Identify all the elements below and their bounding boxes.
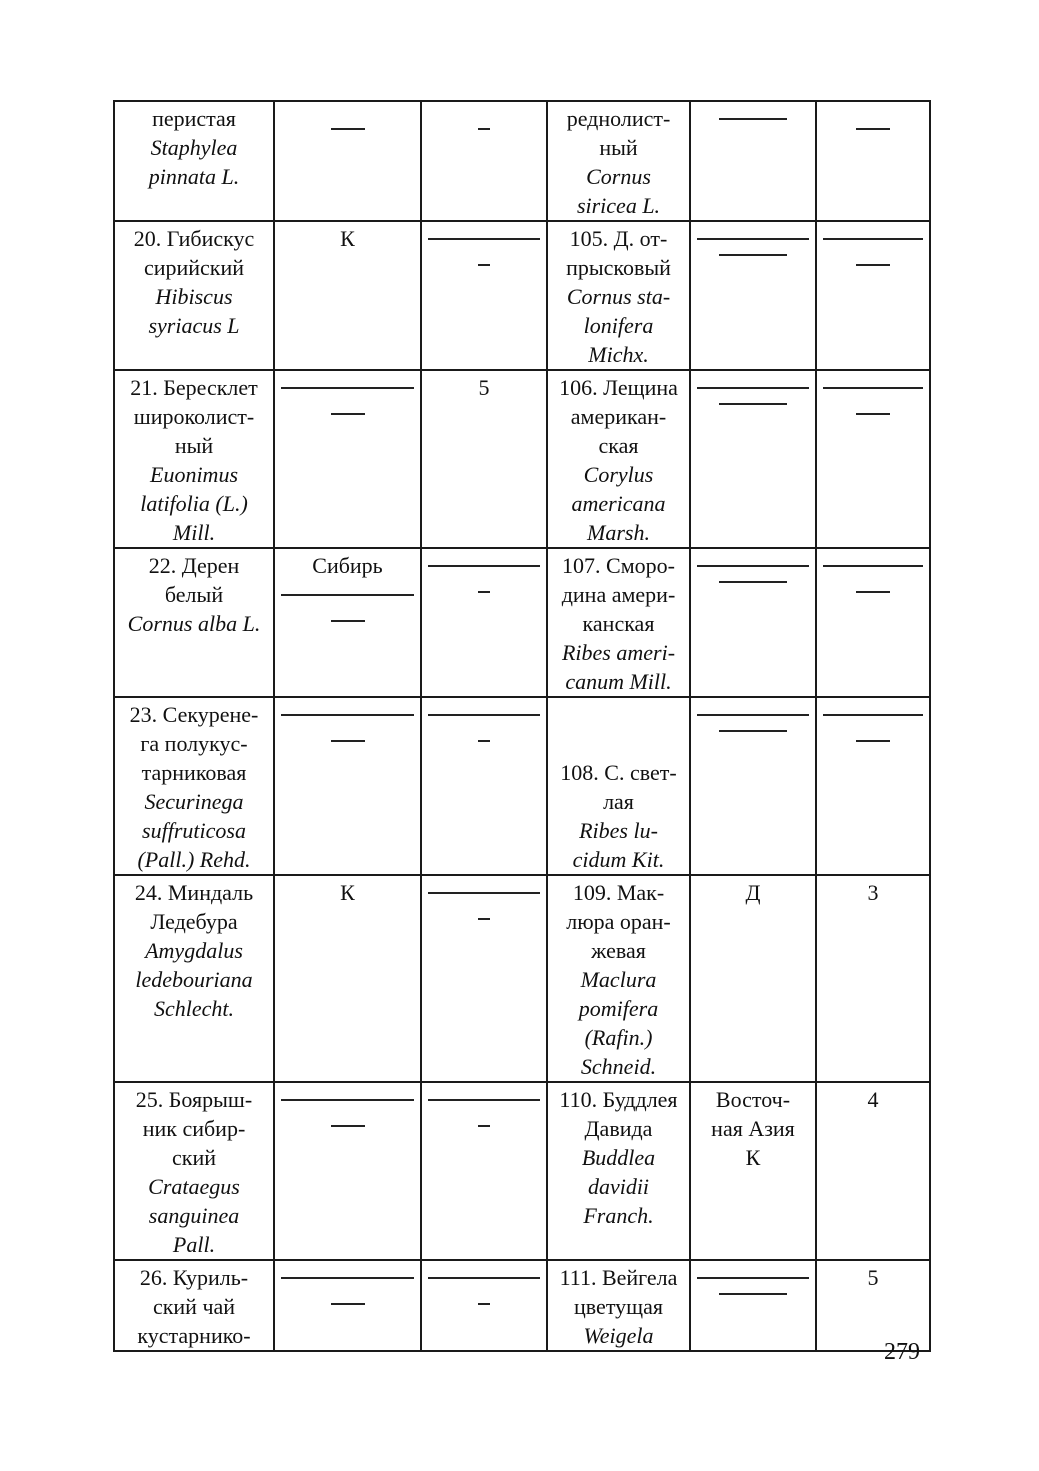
value-cell-c3 bbox=[421, 1082, 547, 1260]
dash-mark bbox=[331, 1303, 365, 1305]
species-name-cell bbox=[547, 548, 690, 697]
text-line: дина амери- bbox=[561, 582, 676, 607]
value-cell-c5 bbox=[690, 221, 816, 370]
species-table bbox=[113, 100, 931, 1352]
cell-value: Восточ- bbox=[715, 1087, 791, 1112]
species-name-cell bbox=[114, 697, 274, 875]
text-line: 111. Вейгела bbox=[559, 1265, 678, 1290]
dash-mark bbox=[428, 1277, 540, 1279]
table-row bbox=[114, 1082, 930, 1260]
latin-name-line: Ribes ameri- bbox=[561, 640, 676, 665]
latin-name-line: Staphylea bbox=[150, 135, 238, 160]
text-line: 25. Боярыш- bbox=[135, 1087, 253, 1112]
text-line: Давида bbox=[584, 1116, 653, 1141]
dash-mark bbox=[697, 714, 809, 716]
dash-mark bbox=[428, 238, 540, 240]
dash-mark bbox=[719, 730, 787, 732]
value-cell-c3 bbox=[421, 548, 547, 697]
latin-name-line: ledebouriana bbox=[135, 967, 253, 992]
dash-mark bbox=[478, 918, 490, 920]
species-name-cell bbox=[547, 697, 690, 875]
species-name-cell bbox=[547, 1260, 690, 1351]
value-cell-c6 bbox=[816, 101, 930, 221]
species-name-cell bbox=[114, 101, 274, 221]
value-cell-c5 bbox=[690, 1260, 816, 1351]
value-cell-c3 bbox=[421, 875, 547, 1082]
dash-mark bbox=[719, 118, 787, 120]
table-row bbox=[114, 697, 930, 875]
latin-name-line: Schneid. bbox=[580, 1054, 657, 1079]
latin-name-line: Corylus bbox=[583, 462, 654, 487]
cell-value: Сибирь bbox=[312, 553, 383, 578]
cell-value: К bbox=[340, 880, 355, 905]
value-cell-c3 bbox=[421, 1260, 547, 1351]
latin-name-line: Cornus bbox=[586, 164, 651, 189]
text-line: 21. Бересклет bbox=[130, 375, 258, 400]
latin-name-line: Pall. bbox=[172, 1232, 216, 1257]
value-cell-c2 bbox=[274, 1082, 421, 1260]
dash-mark bbox=[281, 1099, 414, 1101]
species-name-cell bbox=[114, 1082, 274, 1260]
latin-name-line: Hibiscus bbox=[155, 284, 233, 309]
latin-name-line: pinnata L. bbox=[148, 164, 240, 189]
latin-name-line: Cornus sta- bbox=[566, 284, 671, 309]
text-line: 109. Мак- bbox=[572, 880, 665, 905]
text-line: 23. Секурене- bbox=[129, 702, 259, 727]
text-line: жевая bbox=[591, 938, 646, 963]
text-line: ный bbox=[599, 135, 638, 160]
value-cell-c6 bbox=[816, 548, 930, 697]
value-cell-c2 bbox=[274, 875, 421, 1082]
text-line: 26. Куриль- bbox=[139, 1265, 249, 1290]
value-cell-c6 bbox=[816, 1260, 930, 1351]
cell-value: ная Азия bbox=[711, 1116, 795, 1141]
dash-mark bbox=[281, 1277, 414, 1279]
dash-mark bbox=[331, 740, 365, 742]
text-line: лая bbox=[603, 789, 634, 814]
dash-mark bbox=[856, 413, 890, 415]
text-line: сирийский bbox=[143, 255, 245, 280]
text-line: га полукус- bbox=[140, 731, 248, 756]
text-line: ник сибир- bbox=[142, 1116, 246, 1141]
latin-name-line: Mill. bbox=[172, 520, 216, 545]
dash-mark bbox=[697, 1277, 809, 1279]
species-name-cell bbox=[547, 370, 690, 548]
dash-mark bbox=[478, 1125, 490, 1127]
dash-mark bbox=[478, 591, 490, 593]
dash-mark bbox=[697, 565, 809, 567]
dash-mark bbox=[281, 594, 414, 596]
species-name-cell bbox=[114, 875, 274, 1082]
dash-mark bbox=[331, 1125, 365, 1127]
cell-value: 4 bbox=[867, 1087, 879, 1112]
latin-name-line: canum Mill. bbox=[565, 669, 672, 694]
text-line: Ледебура bbox=[150, 909, 238, 934]
text-line: прысковый bbox=[566, 255, 671, 280]
species-name-cell bbox=[547, 1082, 690, 1260]
text-line: 108. С. свет- bbox=[560, 760, 677, 785]
text-line: цветущая bbox=[574, 1294, 663, 1319]
latin-name-line: Franch. bbox=[583, 1203, 654, 1228]
text-line: ская bbox=[598, 433, 639, 458]
value-cell-c5 bbox=[690, 548, 816, 697]
cell-value: 5 bbox=[478, 375, 490, 400]
dash-mark bbox=[856, 591, 890, 593]
dash-mark bbox=[719, 254, 787, 256]
value-cell-c2 bbox=[274, 1260, 421, 1351]
dash-mark bbox=[281, 714, 414, 716]
value-cell-c5 bbox=[690, 370, 816, 548]
value-cell-c6 bbox=[816, 370, 930, 548]
dash-mark bbox=[428, 714, 540, 716]
text-line: реднолист- bbox=[566, 106, 671, 131]
table-row bbox=[114, 370, 930, 548]
text-line: 107. Сморо- bbox=[562, 553, 675, 578]
latin-name-line: Schlecht. bbox=[153, 996, 235, 1021]
dash-mark bbox=[478, 264, 490, 266]
value-cell-c3 bbox=[421, 697, 547, 875]
page-number: 279 bbox=[884, 1339, 920, 1365]
text-line: белый bbox=[164, 582, 224, 607]
dash-mark bbox=[478, 740, 490, 742]
text-line: американ- bbox=[570, 404, 667, 429]
dash-mark bbox=[823, 238, 923, 240]
dash-mark bbox=[856, 128, 890, 130]
latin-name-line: latifolia (L.) bbox=[140, 491, 248, 516]
value-cell-c2 bbox=[274, 697, 421, 875]
dash-mark bbox=[331, 128, 365, 130]
cell-value: 3 bbox=[867, 880, 879, 905]
latin-name-line: Euonimus bbox=[150, 462, 238, 487]
table-row bbox=[114, 101, 930, 221]
latin-name-line: pomifera bbox=[578, 996, 659, 1021]
dash-mark bbox=[856, 264, 890, 266]
cell-value: 5 bbox=[867, 1265, 879, 1290]
species-name-cell bbox=[114, 370, 274, 548]
text-line: 106. Лещина bbox=[559, 375, 678, 400]
dash-mark bbox=[478, 1303, 490, 1305]
latin-name-line: syriacus L bbox=[148, 313, 240, 338]
dash-mark bbox=[428, 565, 540, 567]
latin-name-line: Weigela bbox=[583, 1323, 654, 1348]
dash-mark bbox=[719, 403, 787, 405]
value-cell-c6 bbox=[816, 1082, 930, 1260]
dash-mark bbox=[281, 387, 414, 389]
text-line: кустарнико- bbox=[137, 1323, 251, 1348]
dash-mark bbox=[823, 387, 923, 389]
latin-name-line: davidii bbox=[587, 1174, 650, 1199]
table-row bbox=[114, 875, 930, 1082]
value-cell-c5 bbox=[690, 101, 816, 221]
latin-name-line: lonifera bbox=[583, 313, 654, 338]
latin-name-line: Crataegus bbox=[148, 1174, 240, 1199]
value-cell-c2 bbox=[274, 221, 421, 370]
text-line: люра оран- bbox=[566, 909, 671, 934]
latin-name-line: sanguinea bbox=[148, 1203, 240, 1228]
species-name-cell bbox=[547, 101, 690, 221]
latin-name-line: Ribes lu- bbox=[579, 818, 658, 843]
value-cell-c2 bbox=[274, 548, 421, 697]
value-cell-c5 bbox=[690, 697, 816, 875]
species-name-cell bbox=[547, 221, 690, 370]
text-line: ский чай bbox=[152, 1294, 236, 1319]
dash-mark bbox=[856, 740, 890, 742]
dash-mark bbox=[428, 892, 540, 894]
cell-value: Д bbox=[745, 880, 761, 905]
species-name-cell bbox=[547, 875, 690, 1082]
species-name-cell bbox=[114, 1260, 274, 1351]
latin-name-line: (Pall.) Rehd. bbox=[137, 847, 251, 872]
table-row bbox=[114, 1260, 930, 1351]
text-line: канская bbox=[582, 611, 655, 636]
text-line: тарниковая bbox=[141, 760, 247, 785]
latin-name-line: Maclura bbox=[580, 967, 657, 992]
value-cell-c6 bbox=[816, 875, 930, 1082]
dash-mark bbox=[719, 1293, 787, 1295]
dash-mark bbox=[823, 565, 923, 567]
dash-mark bbox=[331, 413, 365, 415]
value-cell-c5 bbox=[690, 1082, 816, 1260]
value-cell-c5 bbox=[690, 875, 816, 1082]
table-row bbox=[114, 221, 930, 370]
latin-name-line: Buddlea bbox=[581, 1145, 656, 1170]
latin-name-line: Cornus alba L. bbox=[127, 611, 261, 636]
latin-name-line: (Rafin.) bbox=[584, 1025, 653, 1050]
latin-name-line: cidum Kit. bbox=[572, 847, 665, 872]
text-line: ный bbox=[174, 433, 214, 458]
text-line: 24. Миндаль bbox=[134, 880, 254, 905]
latin-name-line: suffruticosa bbox=[142, 818, 246, 843]
dash-mark bbox=[428, 1099, 540, 1101]
latin-name-line: americana bbox=[571, 491, 666, 516]
text-line: 22. Дерен bbox=[148, 553, 240, 578]
text-line: перистая bbox=[152, 106, 236, 131]
value-cell-c3 bbox=[421, 370, 547, 548]
value-cell-c3 bbox=[421, 221, 547, 370]
dash-mark bbox=[331, 620, 365, 622]
text-line: ский bbox=[172, 1145, 216, 1170]
latin-name-line: Marsh. bbox=[587, 520, 650, 545]
latin-name-line: Amygdalus bbox=[145, 938, 243, 963]
dash-mark bbox=[697, 238, 809, 240]
value-cell-c6 bbox=[816, 697, 930, 875]
text-line: 105. Д. от- bbox=[569, 226, 668, 251]
text-line: 20. Гибискус bbox=[133, 226, 255, 251]
cell-value: К bbox=[340, 226, 355, 251]
dash-mark bbox=[823, 714, 923, 716]
dash-mark bbox=[478, 128, 490, 130]
dash-mark bbox=[697, 387, 809, 389]
latin-name-line: siricea L. bbox=[576, 193, 661, 218]
value-cell-c2 bbox=[274, 101, 421, 221]
species-name-cell bbox=[114, 221, 274, 370]
latin-name-line: Securinega bbox=[144, 789, 244, 814]
value-cell-c6 bbox=[816, 221, 930, 370]
species-name-cell bbox=[114, 548, 274, 697]
latin-name-line: Michx. bbox=[588, 342, 649, 367]
value-cell-c2 bbox=[274, 370, 421, 548]
text-line: 110. Буддлея bbox=[559, 1087, 678, 1112]
table-row bbox=[114, 548, 930, 697]
cell-value: К bbox=[745, 1145, 761, 1170]
text-line: широколист- bbox=[133, 404, 255, 429]
dash-mark bbox=[719, 581, 787, 583]
value-cell-c3 bbox=[421, 101, 547, 221]
